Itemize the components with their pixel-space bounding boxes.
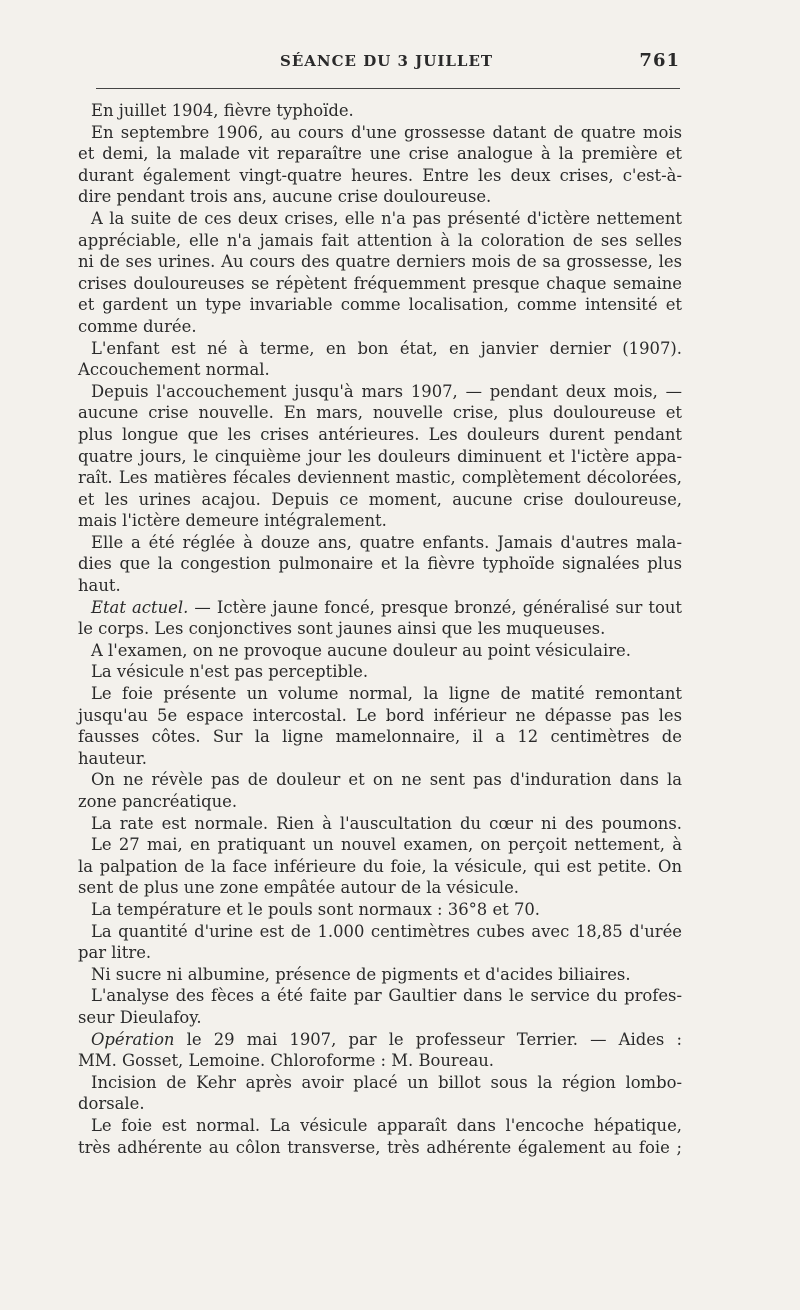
text-fragment: le 29 mai 1907, par le professeur Terrier. — Aides : <box>186 1029 682 1049</box>
running-head <box>80 44 680 84</box>
body-text <box>78 100 682 1158</box>
text-line: On ne révèle pas de douleur et on ne sent pas d'induration dans la <box>91 770 682 790</box>
text-line: dies que la congestion pulmonaire et la fièvre typhoïde signalées plus <box>78 554 682 574</box>
text-line: ni de ses urines. Au cours des quatre derniers mois de sa grossesse, les <box>78 252 682 272</box>
text-line: plus longue que les crises antérieures. Les douleurs durent pendant <box>78 424 682 444</box>
running-title: SÉANCE DU 3 JUILLET <box>280 52 494 70</box>
text-line: appréciable, elle n'a jamais fait attention à la coloration de ses selles <box>78 230 682 250</box>
text-line: seur Dieulafoy. <box>78 1007 202 1027</box>
text-line: dorsale. <box>78 1094 145 1114</box>
text-line: En septembre 1906, au cours d'une grossesse datant de quatre mois <box>91 122 682 142</box>
text-line: En juillet 1904, fièvre typhoïde. <box>91 101 354 120</box>
text-line: Le 27 mai, en pratiquant un nouvel examen, on perçoit nettement, à <box>91 835 682 855</box>
text-line: quatre jours, le cinquième jour les douleurs diminuent et l'ictère appa- <box>78 446 682 466</box>
text-line <box>78 597 682 619</box>
text-line: sent de plus une zone empâtée autour de la vésicule. <box>78 878 519 898</box>
text-line: A la suite de ces deux crises, elle n'a pas présenté d'ictère nettement <box>91 208 682 228</box>
etat-actuel-heading: Etat actuel. <box>91 597 189 617</box>
operation-heading: Opération <box>91 1029 175 1049</box>
text-line: jusqu'au 5e espace intercostal. Le bord inférieur ne dépasse pas les <box>78 705 682 725</box>
text-line: la palpation de la face inférieure du foie, la vésicule, qui est petite. On <box>78 856 682 876</box>
text-line: Le foie présente un volume normal, la ligne de matité remontant <box>91 684 682 704</box>
text-line: La vésicule n'est pas perceptible. <box>91 662 369 682</box>
text-line: et demi, la malade vit reparaître une crise analogue à la première et <box>78 144 682 164</box>
text-line: le corps. Les conjonctives sont jaunes ainsi que les muqueuses. <box>78 619 606 639</box>
text-line: L'analyse des fèces a été faite par Gaultier dans le service du profes- <box>91 986 682 1006</box>
text-line: Accouchement normal. <box>78 360 270 380</box>
text-line: Depuis l'accouchement jusqu'à mars 1907, — pendant deux mois, — <box>91 381 682 401</box>
text-line: A l'examen, on ne provoque aucune douleur au point vésiculaire. <box>91 640 631 660</box>
text-line: fausses côtes. Sur la ligne mamelonnaire, il a 12 centimètres de hauteur. <box>78 727 682 768</box>
text-line: par litre. <box>78 943 152 963</box>
text-line: Elle a été réglée à douze ans, quatre enfants. Jamais d'autres mala- <box>91 532 682 552</box>
header-rule <box>96 88 680 89</box>
text-line: Incision de Kehr après avoir placé un billot sous la région lombo- <box>91 1072 682 1092</box>
text-fragment: — Ictère jaune foncé, presque bronzé, généralisé sur tout <box>194 597 682 617</box>
text-line: dire pendant trois ans, aucune crise douloureuse. <box>78 187 492 207</box>
text-line: mais l'ictère demeure intégralement. <box>78 511 387 531</box>
text-line: Le foie est normal. La vésicule apparaît dans l'encoche hépatique, <box>91 1115 682 1135</box>
text-line: crises douloureuses se répètent fréquemment presque chaque semaine <box>78 273 682 293</box>
text-line: et gardent un type invariable comme localisation, comme intensité et <box>78 295 682 315</box>
text-line: MM. Gosset, Lemoine. Chloroforme : M. Boureau. <box>78 1051 495 1071</box>
text-line <box>78 1029 682 1051</box>
text-line: La quantité d'urine est de 1.000 centimètres cubes avec 18,85 d'urée <box>91 921 682 941</box>
text-line: Ni sucre ni albumine, présence de pigments et d'acides biliaires. <box>91 964 631 984</box>
text-line: La température et le pouls sont normaux : 36°8 et 70. <box>91 899 541 919</box>
text-line: très adhérente au côlon transverse, très adhérente également au foie ; <box>78 1137 682 1157</box>
text-line: zone pancréatique. <box>78 792 238 811</box>
text-line: durant également vingt-quatre heures. Entre les deux crises, c'est-à- <box>78 165 682 185</box>
text-line: L'enfant est né à terme, en bon état, en janvier dernier (1907). <box>91 338 682 358</box>
page-number: 761 <box>639 50 680 71</box>
text-line: comme durée. <box>78 316 197 336</box>
text-line: La rate est normale. Rien à l'auscultation du cœur ni des poumons. <box>91 813 682 833</box>
text-line: aucune crise nouvelle. En mars, nouvelle crise, plus douloureuse et <box>78 403 682 423</box>
text-line: et les urines acajou. Depuis ce moment, aucune crise douloureuse, <box>78 489 682 509</box>
text-line: haut. <box>78 576 121 596</box>
text-line: raît. Les matières fécales deviennent mastic, complètement décolorées, <box>78 468 682 488</box>
